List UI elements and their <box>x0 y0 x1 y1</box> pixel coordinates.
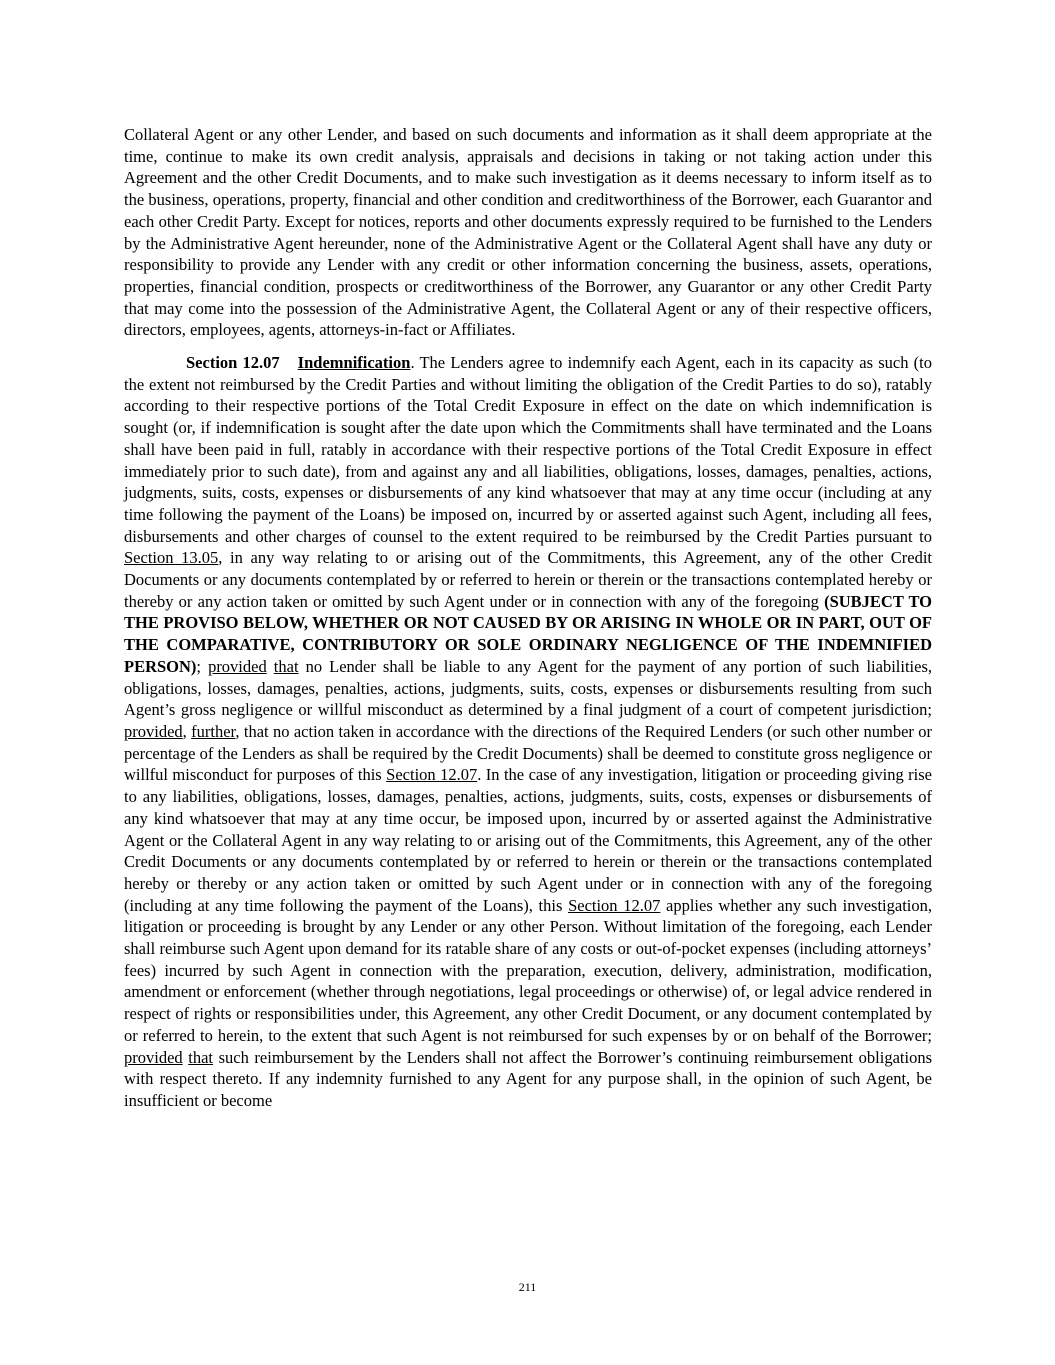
section-12-07-paragraph <box>124 352 932 1112</box>
section-text-2: , in any way relating to or arising out of the Commitments, this Agreement, any of the other Credit Documents or any documents contemplated by or referred to herein or therein or the transactions contemplated hereby or thereby or any action taken or omitted by such Agent under or in connection with any of the foregoing <box>124 548 932 611</box>
cross-reference-section-12-07: Section 12.07 <box>568 895 661 915</box>
page-number: 211 <box>518 1280 537 1294</box>
comma: , <box>182 721 192 741</box>
section-text-3: ; <box>196 656 209 676</box>
section-text-7: applies whether any such investigation, litigation or proceeding is brought by any Lender or any other Person. Without limitation of the foregoing, each Lender shall reimburse such Agent upon demand for its ratable share of any costs or out-of-pocket expenses (including attorneys’ fees) incurred by such Agent in connection with the preparation, execution, delivery, administration, modification, amendment or enforcement (whether through negotiations, legal proceedings or otherwise) of, or legal advice rendered in respect of rights or responsibilities under, this Agreement, any other Credit Document, or any document contemplated by or referred to herein, to the extent that such Agent is not reimbursed for such expenses by or on behalf of the Borrower; <box>124 895 933 1045</box>
cross-reference-section-12-07: Section 12.07 <box>386 765 478 785</box>
provided-term: provided <box>124 1047 183 1067</box>
section-text-8: such reimbursement by the Lenders shall not affect the Borrower’s continuing reimbursement obligations with respect thereto. If any indemnity furnished to any Agent for any purpose shall, in the opinion of such Agent, be insufficient or become <box>124 1047 933 1110</box>
provided-term: provided <box>124 721 183 741</box>
title-period: . <box>410 353 415 373</box>
section-text-4: no Lender shall be liable to any Agent for the payment of any portion of such liabilities, obligations, losses, damages, penalties, actions, judgments, suits, costs, expenses or disbursements resulting from such Agent’s gross negligence or willful misconduct as determined by a final judgment of a court of competent jurisdiction; <box>124 656 932 720</box>
that-term: that <box>273 656 299 676</box>
section-text-1: The Lenders agree to indemnify each Agent, each in its capacity as such (to the extent not reimbursed by the Credit Parties and without limiting the obligation of the Credit Parties to do so), ratably according to their respective portions of the Total Credit Exposure in effect on the date on which indemnification is sought (or, if indemnification is sought after the date upon which the Commitments shall have terminated and the Loans shall have been paid in full, ratably in accordance with their respective portions of the Total Credit Exposure in effect immediately prior to such date), from and against any and all liabilities, obligations, losses, damages, penalties, actions, judgments, suits, costs, expenses or disbursements of any kind whatsoever that may at any time occur (including at any time following the payment of the Loans) be imposed on, incurred by or asserted against such Agent, including all fees, disbursements and other charges of counsel to the extent required to be reimbursed by the Credit Parties pursuant to <box>124 353 932 546</box>
negligence-disclaimer: (SUBJECT TO THE PROVISO BELOW, WHETHER OR NOT CAUSED BY OR ARISING IN WHOLE OR IN PART, OUT OF THE COMPARATIVE, CONTRIBUTORY OR SOLE ORDINARY NEGLIGENCE OF THE INDEMNIFIED PERSON) <box>124 591 932 676</box>
section-title: Indemnification <box>297 353 411 373</box>
section-number: Section 12.07 <box>186 353 280 373</box>
paragraph-continuation: Collateral Agent or any other Lender, and based on such documents and information as it shall deem appropriate at the time, continue to make its own credit analysis, appraisals and decisions in taking or not taking action under this Agreement and the other Credit Documents, and to make such investigation as it deems necessary to inform itself as to the business, operations, property, financial and other condition and creditworthiness of the Borrower, each Guarantor and each other Credit Party. Except for notices, reports and other documents expressly required to be furnished to the Lenders by the Administrative Agent hereunder, none of the Administrative Agent or the Collateral Agent shall have any duty or responsibility to provide any Lender with any credit or other information concerning the business, assets, operations, properties, financial condition, prospects or creditworthiness of the Borrower, any Guarantor or any other Credit Party that may come into the possession of the Administrative Agent, the Collateral Agent or any of their respective officers, directors, employees, agents, attorneys-in-fact or Affiliates. <box>124 125 932 340</box>
cross-reference-section-13-05: Section 13.05 <box>124 548 219 568</box>
section-text-5: , that no action taken in accordance with the directions of the Required Lenders (or such other number or percentage of the Lenders as shall be required by the Credit Documents) shall be deemed to constitute gross negligence or willful misconduct for purposes of this <box>124 721 932 785</box>
space <box>267 657 274 676</box>
section-text-6: . In the case of any investigation, litigation or proceeding giving rise to any liabilities, obligations, losses, damages, penalties, actions, judgments, suits, costs, expenses or disbursements of any kind whatsoever that may at any time occur, be imposed upon, incurred by or asserted against the Administrative Agent or the Collateral Agent in any way relating to or arising out of the Commitments, this Agreement, any of the other Credit Documents or any documents contemplated by or referred to herein or therein or the transactions contemplated hereby or thereby or any action taken or omitted by such Agent under or in connection with any of the foregoing (including at any time following the payment of the Loans), this <box>124 765 932 915</box>
body-text <box>124 124 932 1112</box>
provided-term: provided <box>208 656 267 676</box>
further-term: further <box>191 721 236 741</box>
that-term: that <box>188 1047 213 1067</box>
